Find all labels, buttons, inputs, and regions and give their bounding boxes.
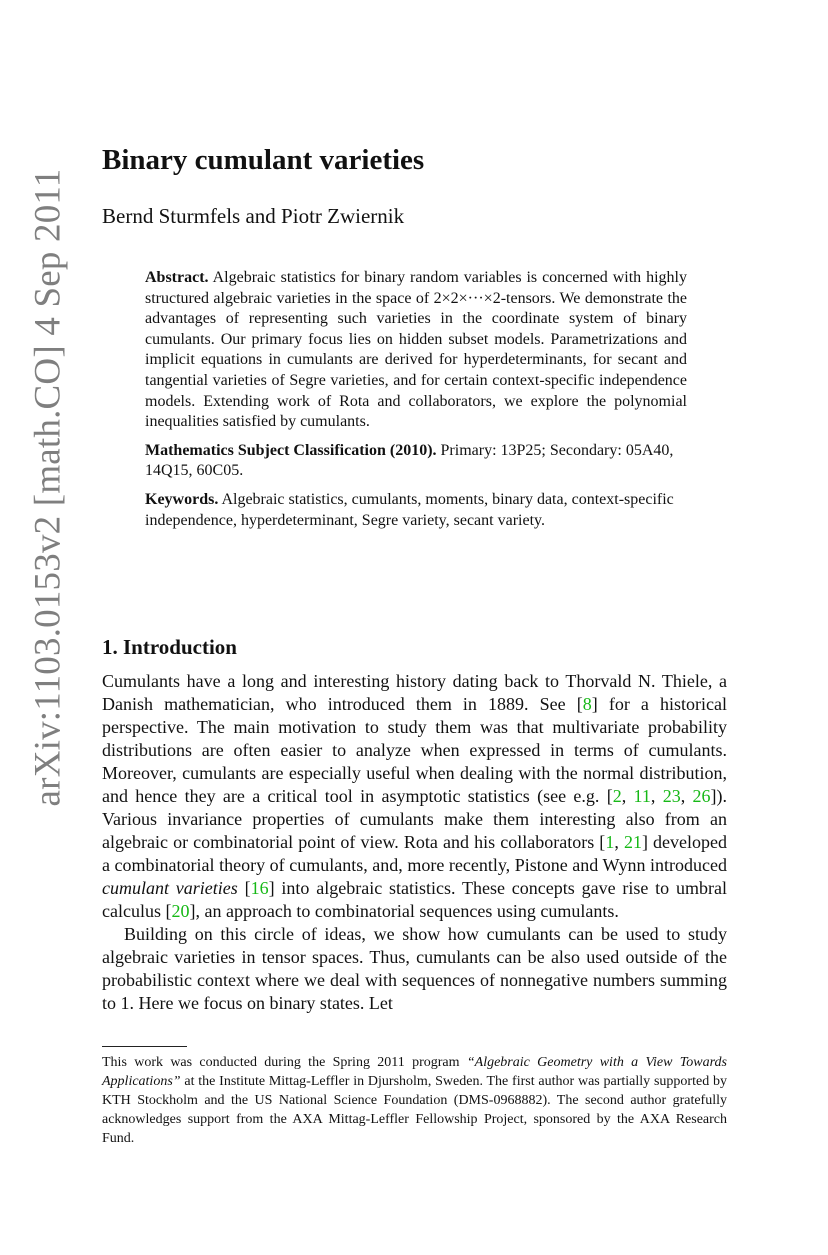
citation-link[interactable]: 26 (692, 786, 711, 806)
intro-paragraph-2: Building on this circle of ideas, we show how cumulants can be used to study algebraic varieties in tensor spaces. Thus, cumulants can be also used outside of the probabilistic context where we deal with sequences of nonnegative numbers summing to 1. Here we focus on binary states. Let (102, 924, 727, 1013)
keywords-label: Keywords. (145, 490, 219, 508)
intro-text: ], an approach to combinatorial sequences using cumulants. (189, 901, 619, 921)
abstract-text: Algebraic statistics for binary random variables is concerned with highly structured algebraic varieties in the space of 2×2×···×2-tensors. We demonstrate the advantages of representing such varieties in the coordinate system of binary cumulants. Our primary focus lies on hidden subset models. Parametrizations and implicit equations in cumulants are derived for hyperdeterminants, for secant and tangential varieties of Segre varieties, and for certain context-specific independence models. Extending work of Rota and collaborators, we explore the polynomial inequalities satisfied by cumulants. (145, 269, 687, 431)
intro-paragraph-1 (102, 670, 727, 923)
keywords-text: Algebraic statistics, cumulants, moments, binary data, context-specific independence, hyperdeterminant, Segre variety, secant variety. (145, 490, 674, 529)
citation-link[interactable]: 16 (250, 878, 269, 898)
intro-separator: , (621, 786, 634, 806)
footnote-text: This work was conducted during the Spring 2011 program (102, 1055, 467, 1070)
keywords (145, 490, 687, 531)
intro-text: ] into algebraic statistics. These concepts gave rise to umbral calculus [ (102, 878, 727, 921)
citation-link[interactable]: 21 (623, 832, 642, 852)
section-heading (102, 634, 237, 660)
citation-link[interactable]: 20 (171, 901, 190, 921)
paper-title: Binary cumulant varieties (102, 144, 425, 176)
intro-text: ] for a historical perspective. The main motivation to study them was that multivariate probability distributions are often easier to analyze when expressed in terms of cumulants. Moreover, cumulants are especially useful when dealing with the normal distribution, and hence they are a critical tool in asymptotic statistics (see e.g. [ (102, 694, 727, 806)
footnote-divider (102, 1046, 187, 1047)
msc-text: Primary: 13P25; Secondary: 05A40, 14Q15, 60C05. (145, 441, 674, 480)
section-title: Introduction (123, 635, 237, 659)
introduction-body (102, 670, 727, 1015)
abstract (145, 268, 687, 433)
abstract-label: Abstract. (145, 269, 209, 286)
footnote (102, 1053, 727, 1148)
intro-text: Cumulants have a long and interesting history dating back to Thorvald N. Thiele, a Danish mathematician, who introduced them in 1889. See [ (102, 671, 727, 714)
abstract-block (145, 268, 687, 539)
emphasized-term: cumulant varieties (102, 878, 238, 898)
msc-classification (145, 441, 687, 482)
section-number: 1. (102, 635, 118, 659)
intro-text: ] developed a combinatorial theory of cumulants, and, more recently, Pistone and Wynn introduced (102, 832, 728, 875)
footnote-text: at the Institute Mittag-Leffler in Djursholm, Sweden. The first author was partially supported by KTH Stockholm and the US National Science Foundation (DMS-0968882). The second author gratefully acknowledges support from the AXA Mittag-Leffler Fellowship Project, sponsored by the AXA Research Fund. (102, 1074, 727, 1146)
citation-link[interactable]: 11 (633, 786, 651, 806)
citation-link[interactable]: 8 (582, 694, 592, 714)
intro-separator: , (680, 786, 693, 806)
intro-separator: , (650, 786, 663, 806)
citation-link[interactable]: 2 (612, 786, 622, 806)
citation-link[interactable]: 1 (605, 832, 615, 852)
paper-authors: Bernd Sturmfels and Piotr Zwiernik (102, 204, 405, 228)
arxiv-side-stamp (24, 155, 72, 820)
footnote-program-title: “Algebraic Geometry with a View Towards Applications” (102, 1055, 727, 1089)
arxiv-identifier: arXiv:1103.0153v2 [math.CO] 4 Sep 2011 (27, 168, 69, 807)
citation-link[interactable]: 23 (662, 786, 681, 806)
intro-separator: , (614, 832, 624, 852)
intro-text: ]). Various invariance properties of cumulants make them interesting also from an algebraic or combinatorial point of view. Rota and his collaborators [ (102, 786, 728, 852)
intro-text: [ (237, 878, 251, 898)
msc-label: Mathematics Subject Classification (2010). (145, 441, 437, 459)
